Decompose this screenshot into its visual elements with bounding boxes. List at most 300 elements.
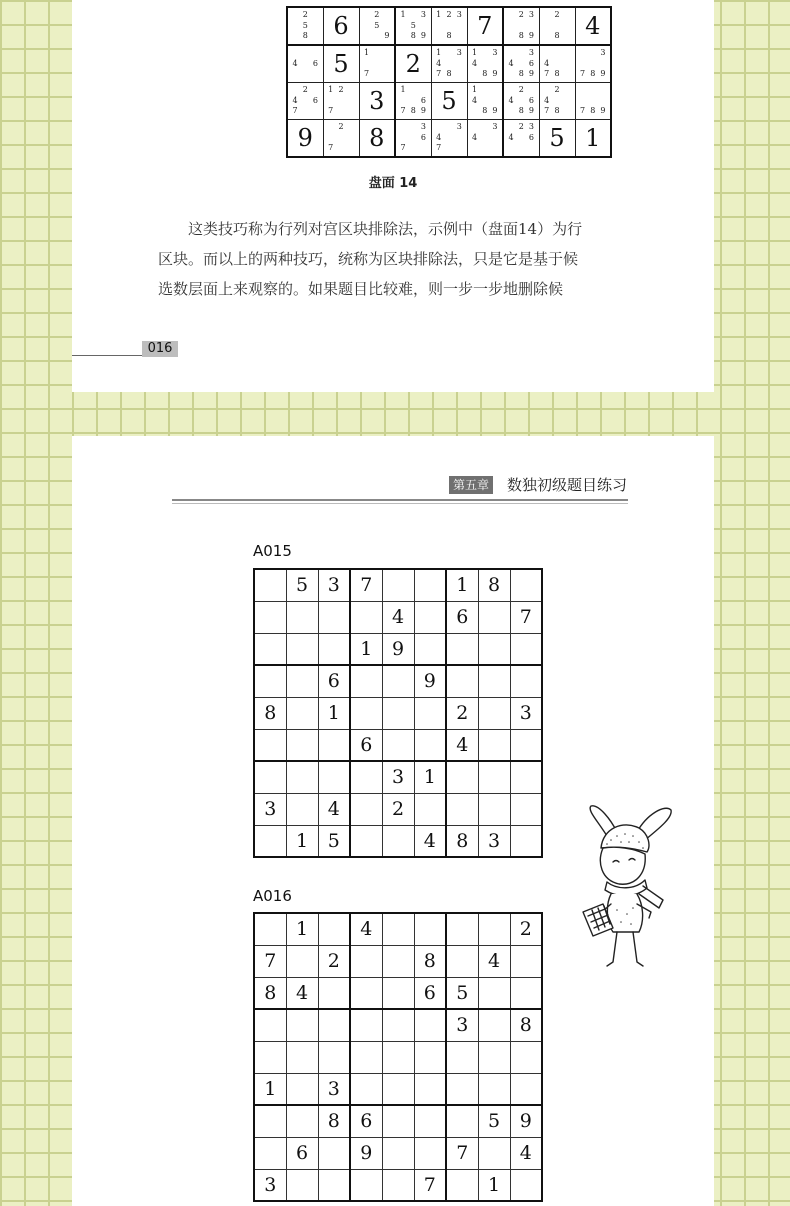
candidate-digit bbox=[408, 133, 418, 144]
sudoku-cell bbox=[254, 729, 286, 761]
candidate-digit: 3 bbox=[528, 48, 534, 57]
given-digit: 9 bbox=[297, 124, 313, 152]
candidate-digit bbox=[444, 122, 454, 133]
candidate-notes bbox=[434, 48, 465, 80]
sudoku-cell: 2 bbox=[318, 945, 350, 977]
candidate-notes bbox=[290, 48, 321, 80]
candidate-cell bbox=[467, 83, 503, 120]
candidate-digit bbox=[480, 143, 490, 154]
candidate-digit bbox=[552, 59, 562, 70]
sudoku-cell bbox=[318, 761, 350, 793]
candidate-digit bbox=[326, 122, 336, 133]
candidate-digit bbox=[336, 143, 346, 154]
sudoku-cell bbox=[478, 697, 510, 729]
candidate-digit: 2 bbox=[518, 85, 524, 94]
candidate-cell bbox=[323, 120, 359, 158]
sudoku-cell bbox=[478, 977, 510, 1009]
candidate-digit bbox=[290, 10, 300, 21]
candidate-digit bbox=[326, 96, 336, 107]
candidate-digit: 1 bbox=[400, 10, 406, 19]
sudoku-grid-a015 bbox=[253, 568, 543, 858]
candidate-digit bbox=[490, 96, 500, 107]
candidate-digit bbox=[290, 48, 300, 59]
sudoku-cell: 9 bbox=[510, 1105, 542, 1137]
candidate-digit bbox=[526, 143, 536, 154]
candidate-digit: 7 bbox=[436, 69, 442, 79]
chapter-header bbox=[72, 474, 714, 498]
sudoku-cell bbox=[318, 1041, 350, 1073]
sudoku-cell: 5 bbox=[446, 977, 478, 1009]
sudoku-cell bbox=[478, 913, 510, 945]
grid-row bbox=[254, 665, 542, 697]
candidate-digit: 4 bbox=[472, 58, 478, 68]
sudoku-cell bbox=[478, 1041, 510, 1073]
sudoku-cell: 7 bbox=[446, 1137, 478, 1169]
candidate-digit bbox=[552, 48, 562, 59]
sudoku-cell: 4 bbox=[478, 945, 510, 977]
sudoku-cell: 3 bbox=[254, 793, 286, 825]
sudoku-cell bbox=[382, 1073, 414, 1105]
sudoku-cell: 6 bbox=[350, 1105, 382, 1137]
candidate-digit: 8 bbox=[410, 31, 416, 41]
sudoku-cell: 7 bbox=[510, 601, 542, 633]
candidate-notes bbox=[398, 122, 429, 154]
sudoku-cell bbox=[382, 1169, 414, 1201]
sudoku-cell bbox=[414, 569, 446, 601]
candidate-digit bbox=[346, 133, 356, 144]
candidate-digit bbox=[398, 96, 408, 107]
candidate-digit bbox=[490, 59, 500, 70]
candidate-digit: 9 bbox=[384, 31, 390, 41]
candidate-digit bbox=[310, 69, 320, 80]
candidate-digit bbox=[434, 122, 444, 133]
candidate-digit: 3 bbox=[492, 48, 498, 57]
candidate-digit bbox=[310, 48, 320, 59]
candidate-digit: 6 bbox=[420, 132, 426, 142]
candidate-digit bbox=[382, 10, 392, 21]
candidate-digit: 8 bbox=[590, 106, 596, 116]
candidate-digit bbox=[398, 31, 408, 42]
sudoku-cell bbox=[382, 913, 414, 945]
sudoku-cell bbox=[382, 977, 414, 1009]
candidate-cell bbox=[431, 120, 467, 158]
candidate-digit: 4 bbox=[292, 95, 298, 105]
candidate-digit: 2 bbox=[518, 122, 524, 131]
sudoku-cell bbox=[318, 1137, 350, 1169]
candidate-digit: 7 bbox=[544, 106, 550, 116]
grid-row bbox=[254, 1137, 542, 1169]
candidate-digit bbox=[506, 10, 516, 21]
sudoku-cell bbox=[446, 1041, 478, 1073]
sudoku-cell bbox=[510, 633, 542, 665]
candidate-notes bbox=[362, 10, 393, 42]
given-digit: 7 bbox=[477, 12, 493, 40]
candidate-digit: 4 bbox=[472, 95, 478, 105]
candidate-digit bbox=[526, 85, 536, 96]
sudoku-cell: 6 bbox=[318, 665, 350, 697]
candidate-digit bbox=[552, 96, 562, 107]
candidate-cell bbox=[359, 7, 395, 45]
sudoku-cell: 1 bbox=[414, 761, 446, 793]
candidate-digit bbox=[480, 133, 490, 144]
sudoku-cell bbox=[254, 569, 286, 601]
candidate-cell bbox=[359, 45, 395, 83]
candidate-notes bbox=[326, 85, 357, 117]
sudoku-cell bbox=[414, 601, 446, 633]
candidate-digit bbox=[300, 48, 310, 59]
sudoku-cell: 8 bbox=[318, 1105, 350, 1137]
candidate-digit bbox=[578, 85, 588, 96]
candidate-digit bbox=[516, 133, 526, 144]
grid-row bbox=[254, 569, 542, 601]
candidate-digit: 8 bbox=[446, 69, 452, 79]
sudoku-cell bbox=[350, 1041, 382, 1073]
candidate-digit: 3 bbox=[420, 122, 426, 131]
sudoku-cell: 6 bbox=[414, 977, 446, 1009]
puzzle-label-a016: A016 bbox=[253, 887, 292, 905]
sudoku-cell: 4 bbox=[286, 977, 318, 1009]
sudoku-cell bbox=[254, 761, 286, 793]
candidate-notes bbox=[578, 48, 609, 80]
sudoku-cell: 4 bbox=[350, 913, 382, 945]
candidate-digit bbox=[408, 10, 418, 21]
candidate-digit bbox=[480, 122, 490, 133]
sudoku-cell bbox=[478, 793, 510, 825]
chapter-rule bbox=[172, 499, 628, 501]
sudoku-cell bbox=[510, 945, 542, 977]
sudoku-cell: 1 bbox=[286, 913, 318, 945]
sudoku-cell bbox=[478, 1137, 510, 1169]
candidate-digit bbox=[562, 59, 572, 70]
candidate-digit bbox=[480, 85, 490, 96]
sudoku-cell bbox=[318, 977, 350, 1009]
candidate-digit bbox=[398, 21, 408, 32]
sudoku-cell bbox=[414, 697, 446, 729]
sudoku-cell bbox=[382, 665, 414, 697]
candidate-digit: 2 bbox=[302, 10, 308, 19]
sudoku-cell: 6 bbox=[446, 601, 478, 633]
candidate-digit bbox=[578, 59, 588, 70]
candidate-digit: 4 bbox=[436, 58, 442, 68]
candidate-digit bbox=[516, 96, 526, 107]
candidate-digit: 7 bbox=[580, 69, 586, 79]
candidate-digit: 1 bbox=[436, 48, 442, 57]
candidate-digit bbox=[454, 31, 464, 42]
candidate-digit: 3 bbox=[456, 10, 462, 19]
sudoku-cell bbox=[478, 665, 510, 697]
candidate-digit bbox=[434, 21, 444, 32]
candidate-row bbox=[287, 120, 611, 158]
sudoku-cell: 1 bbox=[318, 697, 350, 729]
candidate-digit: 4 bbox=[292, 58, 298, 68]
sudoku-cell: 7 bbox=[254, 945, 286, 977]
candidate-digit bbox=[470, 122, 480, 133]
candidate-digit: 5 bbox=[302, 20, 308, 30]
candidate-digit bbox=[588, 85, 598, 96]
candidate-digit: 6 bbox=[312, 95, 318, 105]
candidate-digit bbox=[418, 85, 428, 96]
sudoku-cell: 3 bbox=[446, 1009, 478, 1041]
sudoku-cell bbox=[510, 825, 542, 857]
sudoku-cell bbox=[382, 945, 414, 977]
candidate-cell bbox=[467, 7, 503, 45]
sudoku-cell bbox=[510, 977, 542, 1009]
given-digit: 2 bbox=[405, 50, 421, 78]
candidate-digit: 8 bbox=[482, 69, 488, 79]
sudoku-cell: 8 bbox=[254, 697, 286, 729]
grid-row bbox=[254, 913, 542, 945]
candidate-digit bbox=[290, 21, 300, 32]
candidate-digit bbox=[578, 96, 588, 107]
sudoku-cell bbox=[318, 1169, 350, 1201]
candidate-digit: 7 bbox=[328, 106, 334, 116]
candidate-digit bbox=[336, 133, 346, 144]
chapter-rule-thin bbox=[172, 503, 628, 504]
sudoku-cell: 3 bbox=[254, 1169, 286, 1201]
sudoku-cell: 7 bbox=[350, 569, 382, 601]
sudoku-cell bbox=[254, 1105, 286, 1137]
candidate-digit: 6 bbox=[528, 95, 534, 105]
grid-row bbox=[254, 601, 542, 633]
candidate-digit bbox=[346, 143, 356, 154]
grid-row bbox=[254, 1105, 542, 1137]
candidate-cell bbox=[287, 7, 323, 45]
candidate-digit bbox=[516, 59, 526, 70]
candidate-digit bbox=[480, 96, 490, 107]
sudoku-cell bbox=[510, 1169, 542, 1201]
candidate-cell bbox=[503, 7, 539, 45]
sudoku-cell bbox=[350, 945, 382, 977]
candidate-digit: 8 bbox=[554, 69, 560, 79]
candidate-digit: 8 bbox=[554, 106, 560, 116]
sudoku-cell: 4 bbox=[382, 601, 414, 633]
sudoku-cell bbox=[478, 1073, 510, 1105]
sudoku-cell: 3 bbox=[510, 697, 542, 729]
candidate-digit: 5 bbox=[374, 20, 380, 30]
paragraph-line-1: 这类技巧称为行列对宫区块排除法，示例中（盘面14）为行 bbox=[188, 220, 583, 238]
candidate-digit: 8 bbox=[590, 69, 596, 79]
candidate-digit bbox=[362, 21, 372, 32]
candidate-notes bbox=[326, 122, 357, 154]
candidate-cell bbox=[467, 120, 503, 158]
sudoku-cell: 8 bbox=[414, 945, 446, 977]
candidate-digit bbox=[542, 85, 552, 96]
sudoku-cell: 9 bbox=[350, 1137, 382, 1169]
candidate-cell bbox=[431, 83, 467, 120]
candidate-cell bbox=[323, 7, 359, 45]
candidate-digit bbox=[470, 106, 480, 117]
sudoku-cell bbox=[510, 569, 542, 601]
sudoku-cell bbox=[286, 697, 318, 729]
candidate-digit bbox=[310, 85, 320, 96]
sudoku-cell bbox=[382, 1137, 414, 1169]
grid-row bbox=[254, 1041, 542, 1073]
candidate-digit bbox=[444, 21, 454, 32]
sudoku-cell bbox=[510, 1041, 542, 1073]
sudoku-cell: 1 bbox=[478, 1169, 510, 1201]
sudoku-cell bbox=[286, 1009, 318, 1041]
candidate-digit bbox=[516, 143, 526, 154]
candidate-digit: 9 bbox=[528, 69, 534, 79]
candidate-cell bbox=[503, 45, 539, 83]
grid-row bbox=[254, 1009, 542, 1041]
candidate-digit: 7 bbox=[544, 69, 550, 79]
candidate-digit bbox=[382, 69, 392, 80]
sudoku-cell bbox=[254, 633, 286, 665]
candidate-notes bbox=[290, 10, 321, 42]
candidate-cell bbox=[359, 120, 395, 158]
sudoku-cell bbox=[478, 761, 510, 793]
candidate-digit: 6 bbox=[420, 95, 426, 105]
candidate-digit: 4 bbox=[544, 95, 550, 105]
candidate-digit bbox=[408, 96, 418, 107]
candidate-digit bbox=[598, 96, 608, 107]
sudoku-cell bbox=[318, 601, 350, 633]
candidate-digit bbox=[562, 85, 572, 96]
candidate-digit: 6 bbox=[528, 132, 534, 142]
sudoku-cell bbox=[510, 761, 542, 793]
sudoku-cell bbox=[478, 601, 510, 633]
candidate-digit: 9 bbox=[420, 31, 426, 41]
candidate-digit bbox=[382, 59, 392, 70]
candidate-digit bbox=[346, 106, 356, 117]
sudoku-cell bbox=[446, 1169, 478, 1201]
sudoku-cell bbox=[350, 665, 382, 697]
grid-row bbox=[254, 1169, 542, 1201]
given-digit: 3 bbox=[369, 87, 385, 115]
candidate-cell bbox=[539, 7, 575, 45]
sudoku-cell: 6 bbox=[286, 1137, 318, 1169]
sudoku-grid-a016 bbox=[253, 912, 543, 1202]
candidate-digit bbox=[542, 48, 552, 59]
candidate-digit bbox=[382, 48, 392, 59]
sudoku-cell bbox=[286, 665, 318, 697]
sudoku-cell bbox=[414, 1009, 446, 1041]
sudoku-cell: 3 bbox=[318, 1073, 350, 1105]
candidate-digit: 3 bbox=[456, 122, 462, 131]
candidate-digit bbox=[408, 122, 418, 133]
candidate-notes bbox=[362, 48, 393, 80]
candidate-digit bbox=[480, 59, 490, 70]
candidate-digit: 4 bbox=[508, 95, 514, 105]
candidate-cell bbox=[467, 45, 503, 83]
candidate-digit bbox=[408, 85, 418, 96]
candidate-digit: 8 bbox=[554, 31, 560, 41]
candidate-digit bbox=[506, 85, 516, 96]
sudoku-cell bbox=[286, 1169, 318, 1201]
page-number: 016 bbox=[142, 341, 178, 357]
sudoku-cell bbox=[414, 729, 446, 761]
sudoku-cell bbox=[446, 1073, 478, 1105]
grid-row bbox=[254, 825, 542, 857]
candidate-digit: 4 bbox=[508, 132, 514, 142]
candidate-digit: 8 bbox=[518, 31, 524, 41]
candidate-digit: 7 bbox=[436, 143, 442, 153]
candidate-digit: 5 bbox=[410, 20, 416, 30]
sudoku-cell bbox=[510, 1073, 542, 1105]
grid-row bbox=[254, 761, 542, 793]
sudoku-cell bbox=[350, 761, 382, 793]
sudoku-cell bbox=[318, 1009, 350, 1041]
candidate-digit bbox=[454, 69, 464, 80]
sudoku-cell bbox=[350, 1009, 382, 1041]
candidate-notes bbox=[542, 48, 573, 80]
candidate-digit: 8 bbox=[446, 31, 452, 41]
candidate-digit bbox=[470, 143, 480, 154]
candidate-digit: 7 bbox=[364, 69, 370, 79]
candidate-digit: 3 bbox=[420, 10, 426, 19]
given-digit: 1 bbox=[585, 124, 601, 152]
grid-row bbox=[254, 729, 542, 761]
candidate-digit: 9 bbox=[528, 106, 534, 116]
candidate-digit bbox=[490, 85, 500, 96]
candidate-digit: 7 bbox=[292, 106, 298, 116]
candidate-digit: 2 bbox=[338, 85, 344, 94]
sudoku-cell: 9 bbox=[414, 665, 446, 697]
sudoku-cell: 8 bbox=[510, 1009, 542, 1041]
chapter-title: 数独初级题目练习 bbox=[507, 476, 628, 494]
candidate-digit bbox=[310, 10, 320, 21]
candidate-digit bbox=[562, 31, 572, 42]
candidate-digit bbox=[300, 69, 310, 80]
candidate-digit bbox=[506, 143, 516, 154]
candidate-digit bbox=[542, 31, 552, 42]
sudoku-cell bbox=[318, 729, 350, 761]
candidate-digit bbox=[562, 106, 572, 117]
sudoku-cell bbox=[350, 1169, 382, 1201]
sudoku-cell bbox=[254, 601, 286, 633]
sudoku-cell bbox=[510, 729, 542, 761]
sudoku-cell: 4 bbox=[446, 729, 478, 761]
candidate-digit: 4 bbox=[544, 58, 550, 68]
sudoku-cell: 1 bbox=[254, 1073, 286, 1105]
candidate-digit bbox=[562, 48, 572, 59]
candidate-digit bbox=[454, 143, 464, 154]
candidate-digit: 3 bbox=[528, 10, 534, 19]
candidate-digit bbox=[454, 133, 464, 144]
given-digit: 6 bbox=[333, 12, 349, 40]
sudoku-cell bbox=[446, 913, 478, 945]
sudoku-cell bbox=[254, 1137, 286, 1169]
sudoku-cell bbox=[382, 1009, 414, 1041]
candidate-cell bbox=[287, 45, 323, 83]
candidate-digit: 9 bbox=[492, 69, 498, 79]
sudoku-cell bbox=[350, 601, 382, 633]
sudoku-cell bbox=[254, 1009, 286, 1041]
sudoku-cell bbox=[446, 761, 478, 793]
candidate-grid-table bbox=[286, 6, 612, 158]
candidate-notes bbox=[470, 48, 501, 80]
candidate-row bbox=[287, 7, 611, 45]
candidate-digit bbox=[336, 96, 346, 107]
candidate-cell bbox=[503, 83, 539, 120]
sudoku-cell: 4 bbox=[318, 793, 350, 825]
sudoku-cell bbox=[350, 977, 382, 1009]
candidate-digit bbox=[588, 59, 598, 70]
sudoku-cell bbox=[414, 633, 446, 665]
candidate-digit: 8 bbox=[482, 106, 488, 116]
sudoku-cell bbox=[414, 1137, 446, 1169]
sudoku-cell: 5 bbox=[478, 1105, 510, 1137]
sudoku-cell: 7 bbox=[414, 1169, 446, 1201]
candidate-digit: 7 bbox=[328, 143, 334, 153]
candidate-digit bbox=[362, 31, 372, 42]
sudoku-cell: 2 bbox=[510, 913, 542, 945]
sudoku-cell bbox=[318, 633, 350, 665]
candidate-digit bbox=[398, 122, 408, 133]
candidate-digit bbox=[290, 31, 300, 42]
sudoku-cell bbox=[286, 793, 318, 825]
